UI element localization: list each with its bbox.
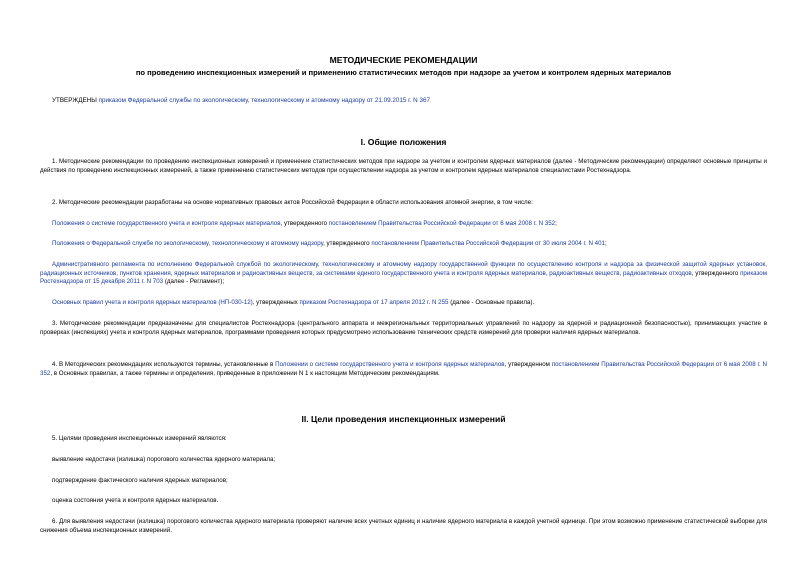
paragraph-1: 1. Методические рекомендации по проведению инспекционных измерений и применение статистических методов при надзоре за учетом и контролем ядерных материалов (далее - Методические рекомендации) определяют основные принципы и действия по проведению инспекционных измерений, а также применению статистических методов при осуществлении надзора за учетом и контролем ядерных материалов специалистами Ростехнадзора. [40,158,767,174]
approval-order-link[interactable]: приказом Федеральной службы по экологическому, технологическому и атомному надзору от 21.09.2015 г. N 367 [98,97,430,104]
section-heading-general: I. Общие положения [360,137,447,147]
link-order-255[interactable]: приказом Ростехнадзора от 17 апреля 2012 г. N 255 [299,299,449,306]
approval-prefix: УТВЕРЖДЕНЫ [52,97,99,104]
paragraph-5a: выявление недостачи (излишка) порогового количества ядерного материала; [52,456,276,463]
paragraph-5: 5. Целями проведения инспекционных измерений являются: [52,435,227,442]
paragraph-6: 6. Для выявления недостачи (излишка) порогового количества ядерного материала проверяют наличие всех учетных единиц и наличие ядерного материала в каждой учетной единице. При этом возможно применение статистической выборки для снижения объема инспекционных измерений. [40,518,767,534]
paragraph-5b: подтверждение фактического наличия ядерных материалов; [52,477,228,484]
link-government-decree-352-2[interactable]: постановлением Правительства Российской Федерации от 6 мая 2008 г. N 352 [40,361,767,377]
paragraph-5c: оценка состояния учета и контроля ядерных материалов. [52,497,219,504]
approval-line [52,97,430,105]
link-basic-rules-np-030-12[interactable]: Основных правил учета и контроля ядерных материалов (НП-030-12) [52,299,253,306]
paragraph-2d: Основных правил учета и контроля ядерных материалов (НП-030-12), утвержденных приказом Ростехнадзора от 17 апреля 2012 г. N 255 (далее - Основные правила). [52,299,535,306]
paragraph-2a: Положения о системе государственного учета и контроля ядерных материалов, утвержденного постановлением Правительства Российской Федерации от 6 мая 2008 г. N 352; [52,220,557,227]
link-government-decree-401[interactable]: постановлением Правительства Российской Федерации от 30 июля 2004 г. N 401 [371,240,605,247]
link-regulation-nuclear-accounting-2[interactable]: Положении о системе государственного учета и контроля ядерных материалов [275,361,505,368]
section-heading-goals: II. Цели проведения инспекционных измерений [301,414,506,424]
link-regulation-nuclear-accounting[interactable]: Положения о системе государственного учета и контроля ядерных материалов [52,220,281,227]
paragraph-3: 3. Методические рекомендации предназначены для специалистов Ростехнадзора (центрального аппарата и межрегиональных территориальных управлений по надзору за ядерной и радиационной безопасностью), принимающих участие в проверках (инспекциях) учета и контроля ядерных материалов, программами проведения которых предусмотрено использование технических средств измерений для проверки наличия ядерных материалов. [40,320,767,336]
link-administrative-regulation[interactable]: Административного регламента по исполнению Федеральной службой по экологическому, технологическому и атомному надзору государственной функции по осуществлению контроля и надзора за физической защитой ядерных установок, радиационных источников, пунктов хранения, ядерных материалов и радиоактивных веществ, за системами единого государственного учета и контроля ядерных материалов, радиоактивных веществ, радиоактивных отходов [40,261,767,277]
link-regulation-rostekhnadzor[interactable]: Положения о Федеральной службе по экологическому, технологическому и атомному надзору [52,240,324,247]
paragraph-2b: Положения о Федеральной службе по экологическому, технологическому и атомному надзору, утвержденного постановлением Правительства Российской Федерации от 30 июля 2004 г. N 401; [52,240,607,247]
paragraph-2c: Административного регламента по исполнению Федеральной службой по экологическому, технологическому и атомному надзору государственной функции по осуществлению контроля и надзора за физической защитой ядерных установок, радиационных источников, пунктов хранения, ядерных материалов и радиоактивных веществ, за системами единого государственного учета и контроля ядерных материалов, радиоактивных веществ, радиоактивных отходов, утвержденного приказом Ростехнадзора от 15 декабря 2011 г. N 703 (далее - Регламент); [40,261,768,286]
paragraph-4: 4. В Методических рекомендациях используются термины, установленные в Положении о системе государственного учета и контроля ядерных материалов, утвержденном постановлением Правительства Российской Федерации от 6 мая 2008 г. N 352, в Основных правилах, а также термины и определения, приведенные в приложении N 1 к настоящим Методическим рекомендациям. [40,361,767,377]
paragraph-2: 2. Методические рекомендации разработаны на основе нормативных правовых актов Российской Федерации в области использования атомной энергии, в том числе: [52,199,533,206]
document-subtitle: по проведению инспекционных измерений и применению статистических методов при надзоре за учетом и контролем ядерных материалов [135,68,672,77]
document-title: МЕТОДИЧЕСКИЕ РЕКОМЕНДАЦИИ [329,55,478,65]
link-order-703[interactable]: приказом Ростехнадзора от 15 декабря 2011 г. N 703 [40,269,768,286]
link-government-decree-352[interactable]: постановлением Правительства Российской Федерации от 6 мая 2008 г. N 352 [328,220,556,227]
